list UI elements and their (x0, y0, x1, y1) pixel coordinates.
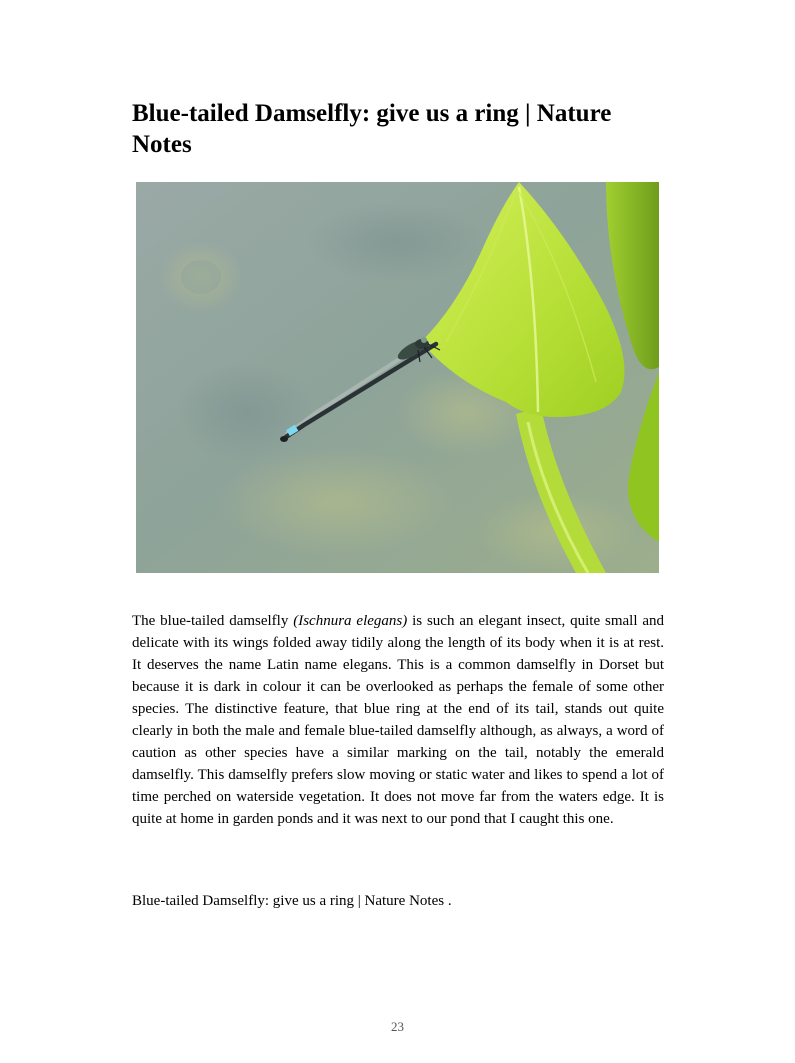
species-latin-name: (Ischnura elegans) (293, 613, 408, 629)
paragraph-intro: The blue-tailed damselfly (132, 613, 294, 629)
body-paragraph (132, 610, 664, 830)
paragraph-main: is such an elegant insect, quite small and delicate with its wings folded away tidily along the length of its body when it is at rest. It deserves the name Latin name elegans. This is a common damselfly in Dorset but because it is dark in colour it can be overlooked as perhaps the female of some other species. The distinctive feature, that blue ring at the end of its tail, stands out quite clearly in both the male and female blue-tailed damselfly although, as always, a word of caution as other species have a similar marking on the tail, notably the emerald damselfly. This damselfly prefers slow moving or static water and likes to spend a lot of time perched on waterside vegetation. It does not move far from the waters edge. It is quite at home in garden ponds and it was next to our pond that I caught this one. (132, 613, 665, 827)
page-title: Blue-tailed Damselfly: give us a ring | Nature Notes (132, 100, 612, 158)
damselfly-photo (136, 182, 659, 573)
source-link[interactable]: Blue-tailed Damselfly: give us a ring | Nature Notes . (132, 893, 452, 909)
page-number: 23 (391, 1019, 404, 1034)
